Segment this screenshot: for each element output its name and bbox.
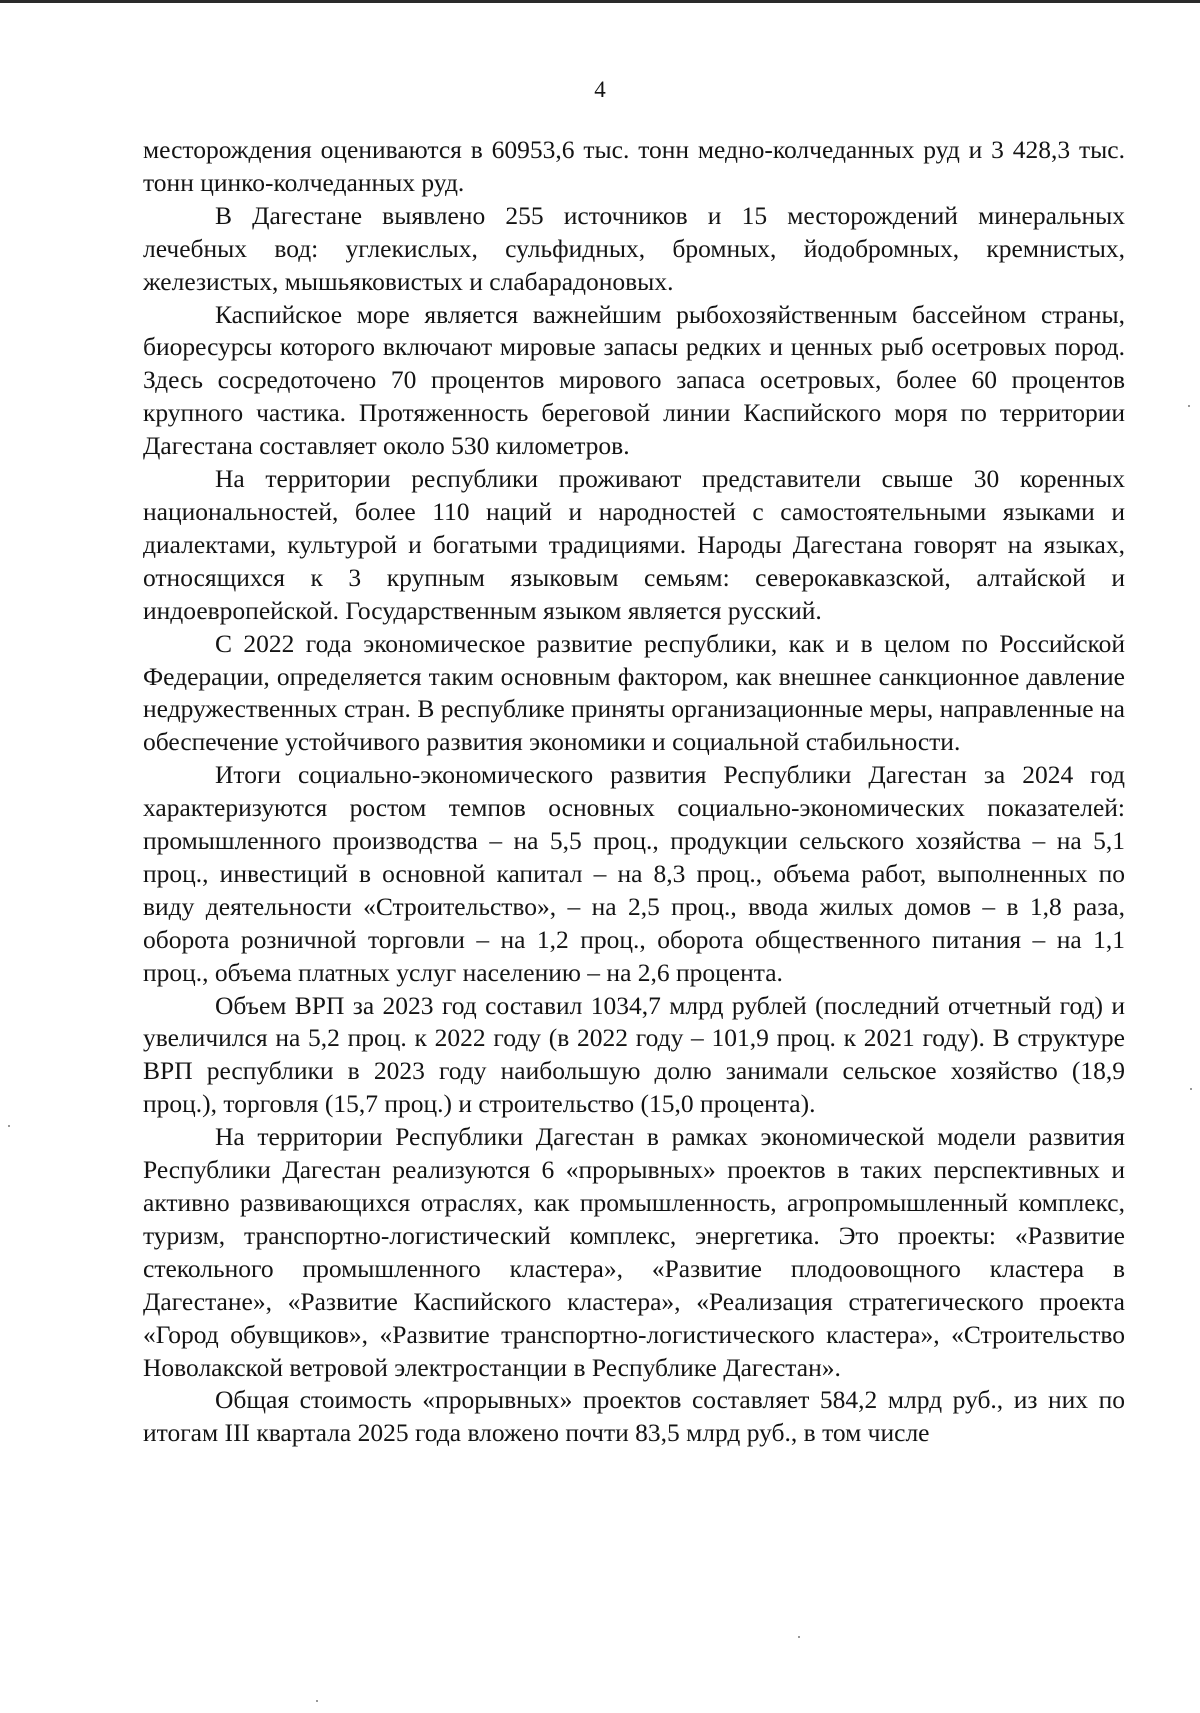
paragraph-mineral-waters: В Дагестане выявлено 255 источников и 15 месторождений минеральных лечебных вод: углекислых, сульфидных, бромных, йодобромных, кремнистых, железистых, мышьяковистых и слабарадоновых. — [143, 200, 1125, 296]
paragraph-nationalities: На территории республики проживают представители свыше 30 коренных национальностей, более 110 наций и народностей с самостоятельными языками и диалектами, культурой и богатыми традициями. Народы Дагестана говорят на языках, относящихся к 3 крупным языковым семьям: северокавказской, алтайской и индоевропейской. Государственным языком является русский. — [143, 464, 1125, 625]
paragraph-sanctions: С 2022 года экономическое развитие республики, как и в целом по Российской Федерации, определяется таким основным фактором, как внешнее санкционное давление недружественных стран. В республике приняты организационные меры, направленные на обеспечение устойчивого развития экономики и социальной стабильности. — [143, 628, 1125, 757]
scan-speck — [316, 1700, 318, 1702]
paragraph-economic-results: Итоги социально-экономического развития Республики Дагестан за 2024 год характеризуются ростом темпов основных социально-экономических показателей: промышленного производства – на 5,5 проц., продукции сельского хозяйства – на 5,1 проц., инвестиций в основной капитал – на 8,3 проц., объема работ, выполненных по виду деятельности «Строительство», – на 2,5 проц., ввода жилых домов – в 1,8 раза, оборота розничной торговли – на 1,2 проц., оборота общественного питания – на 1,1 проц., объема платных услуг населению – на 2,6 процента. — [143, 760, 1125, 987]
paragraph-caspian-sea: Каспийское море является важнейшим рыбохозяйственным бассейном страны, биоресурсы которого включают мировые запасы редких и ценных рыб осетровых пород. Здесь сосредоточено 70 процентов мирового запаса осетровых, более 60 процентов крупного частика. Протяженность береговой линии Каспийского моря по территории Дагестана составляет около 530 километров. — [143, 299, 1125, 461]
scan-speck — [1190, 1088, 1192, 1090]
scan-speck — [798, 1636, 800, 1638]
paragraph-grp: Объем ВРП за 2023 год составил 1034,7 млрд рублей (последний отчетный год) и увеличился на 5,2 проц. к 2022 году (в 2022 году – 101,9 проц. к 2021 году). В структуре ВРП республики в 2023 году наибольшую долю занимали сельское хозяйство (18,9 проц.), торговля (15,7 проц.) и строительство (15,0 процента). — [143, 990, 1125, 1119]
page-top-edge — [0, 0, 1200, 3]
document-body — [143, 134, 1125, 1450]
paragraph-ore-deposits: месторождения оцениваются в 60953,6 тыс. тонн медно-колчеданных руд и 3 428,3 тыс. тонн цинко-колчеданных руд. — [143, 135, 1125, 197]
paragraph-project-cost: Общая стоимость «прорывных» проектов составляет 584,2 млрд руб., из них по итогам III квартала 2025 года вложено почти 83,5 млрд руб., в том числе — [143, 1385, 1125, 1448]
scan-speck — [1188, 405, 1190, 407]
scan-speck — [8, 1125, 10, 1127]
paragraph-breakthrough-projects: На территории Республики Дагестан в рамках экономической модели развития Республики Дагестан реализуются 6 «прорывных» проектов в таких перспективных и активно развивающихся отраслях, как промышленность, агропромышленный комплекс, туризм, транспортно-логистический комплекс, энергетика. Это проекты: «Развитие стекольного промышленного кластера», «Развитие плодоовощного кластера в Дагестане», «Развитие Каспийского кластера», «Реализация стратегического проекта «Город обувщиков», «Развитие транспортно-логистического кластера», «Строительство Новолакской ветровой электростанции в Республике Дагестан». — [143, 1122, 1125, 1382]
page-number: 4 — [594, 77, 606, 102]
